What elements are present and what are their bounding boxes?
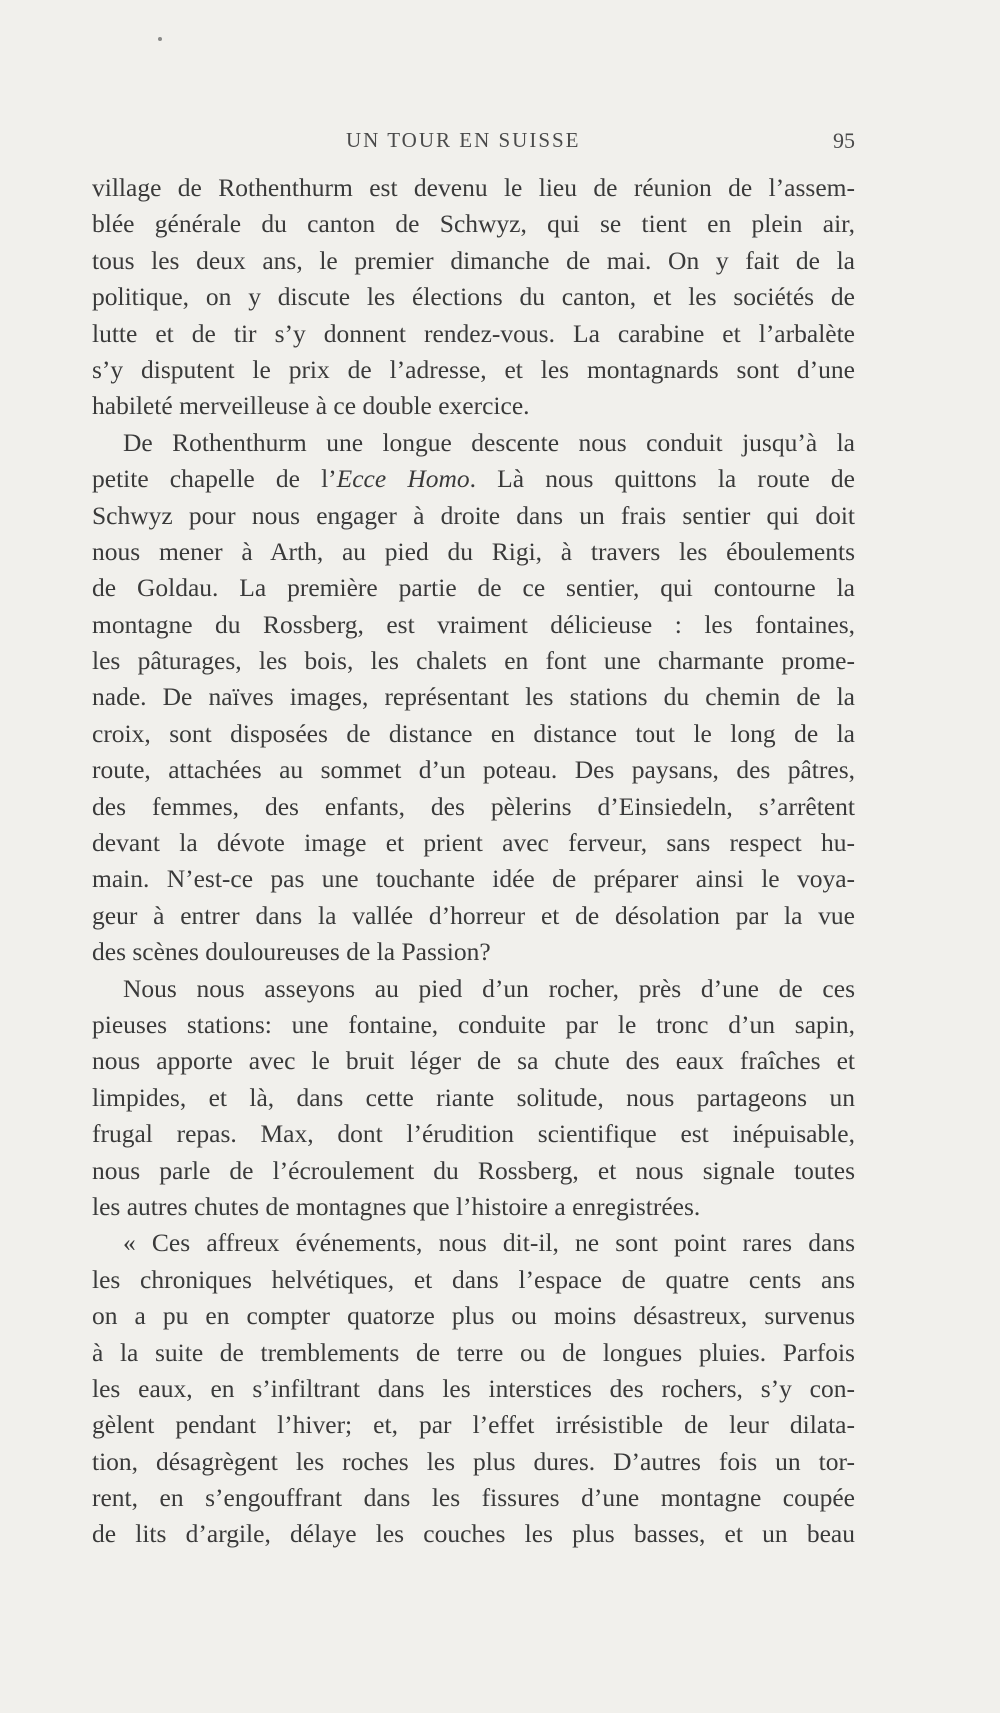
text-line: les eaux, en s’infiltrant dans les interstices des rochers, s’y con-	[92, 1373, 855, 1403]
text-line: limpides, et là, dans cette riante solitude, nous partageons un	[92, 1082, 855, 1112]
text-line: lutte et de tir s’y donnent rendez-vous. La carabine et l’arbalète	[92, 318, 855, 348]
text-line: nous parle de l’écroulement du Rossberg, et nous signale toutes	[92, 1155, 855, 1185]
text-line: Schwyz pour nous engager à droite dans un frais sentier qui doit	[92, 500, 855, 530]
text-line: route, attachées au sommet d’un poteau. Des paysans, des pâtres,	[92, 755, 855, 785]
text-line: croix, sont disposées de distance en distance tout le long de la	[92, 718, 855, 748]
text-line: les chroniques helvétiques, et dans l’espace de quatre cents ans	[92, 1264, 855, 1294]
text-line: s’y disputent le prix de l’adresse, et les montagnards sont d’une	[92, 354, 855, 384]
text-line: Nous nous asseyons au pied d’un rocher, près d’une de ces	[123, 973, 855, 1003]
text-line: nous apporte avec le bruit léger de sa chute des eaux fraîches et	[92, 1046, 855, 1076]
text-line: on a pu en compter quatorze plus ou moins désastreux, survenus	[92, 1301, 855, 1331]
text-line: de lits d’argile, délaye les couches les plus basses, et un beau	[92, 1519, 855, 1549]
text-line: rent, en s’engouffrant dans les fissures d’une montagne coupée	[92, 1483, 855, 1513]
text-fragment: petite chapelle de l’	[92, 464, 337, 494]
running-head	[92, 128, 855, 156]
text-line: des femmes, des enfants, des pèlerins d’Einsiedeln, s’arrêtent	[92, 791, 855, 821]
text-line: des scènes douloureuses de la Passion?	[92, 937, 491, 967]
text-line: nade. De naïves images, représentant les stations du chemin de la	[92, 682, 855, 712]
text-line: les pâturages, les bois, les chalets en font une charmante prome-	[92, 646, 855, 676]
page-number: 95	[833, 128, 855, 153]
text-line: gèlent pendant l’hiver; et, par l’effet irrésistible de leur dilata-	[92, 1410, 855, 1440]
text-line: blée générale du canton de Schwyz, qui se tient en plein air,	[92, 209, 855, 239]
text-line: village de Rothenthurm est devenu le lieu de réunion de l’assem-	[92, 173, 855, 202]
italic-title: Ecce Homo	[336, 464, 470, 494]
text-line: « Ces affreux événements, nous dit-il, ne sont point rares dans	[123, 1228, 855, 1258]
running-head-title: UN TOUR EN SUISSE	[346, 128, 581, 152]
text-line: devant la dévote image et prient avec ferveur, sans respect hu-	[92, 828, 855, 858]
text-line: montagne du Rossberg, est vraiment délicieuse : les fontaines,	[92, 609, 855, 639]
text-line: main. N’est-ce pas une touchante idée de préparer ainsi le voya-	[92, 864, 855, 894]
text-line: frugal repas. Max, dont l’érudition scientifique est inépuisable,	[92, 1119, 855, 1149]
text-line: geur à entrer dans la vallée d’horreur et de désolation par la vue	[92, 900, 855, 930]
text-line: politique, on y discute les élections du canton, et les sociétés de	[92, 282, 855, 312]
text-line: de Goldau. La première partie de ce sentier, qui contourne la	[92, 573, 855, 603]
text-line: tion, désagrègent les roches les plus dures. D’autres fois un tor-	[92, 1446, 855, 1476]
text-line: à la suite de tremblements de terre ou de longues pluies. Parfois	[92, 1337, 855, 1367]
text-line: tous les deux ans, le premier dimanche de mai. On y fait de la	[92, 245, 855, 275]
ink-speck	[158, 37, 162, 41]
text-line: habileté merveilleuse à ce double exercice.	[92, 391, 530, 421]
text-fragment: . Là nous quittons la route de	[469, 464, 855, 494]
body-text	[92, 170, 855, 1553]
text-line-with-italic	[92, 461, 855, 497]
text-line: les autres chutes de montagnes que l’histoire a enregistrées.	[92, 1191, 701, 1221]
text-line: nous mener à Arth, au pied du Rigi, à travers les éboulements	[92, 536, 855, 566]
text-line: pieuses stations: une fontaine, conduite par le tronc d’un sapin,	[92, 1009, 855, 1039]
text-line: De Rothenthurm une longue descente nous conduit jusqu’à la	[123, 427, 855, 457]
